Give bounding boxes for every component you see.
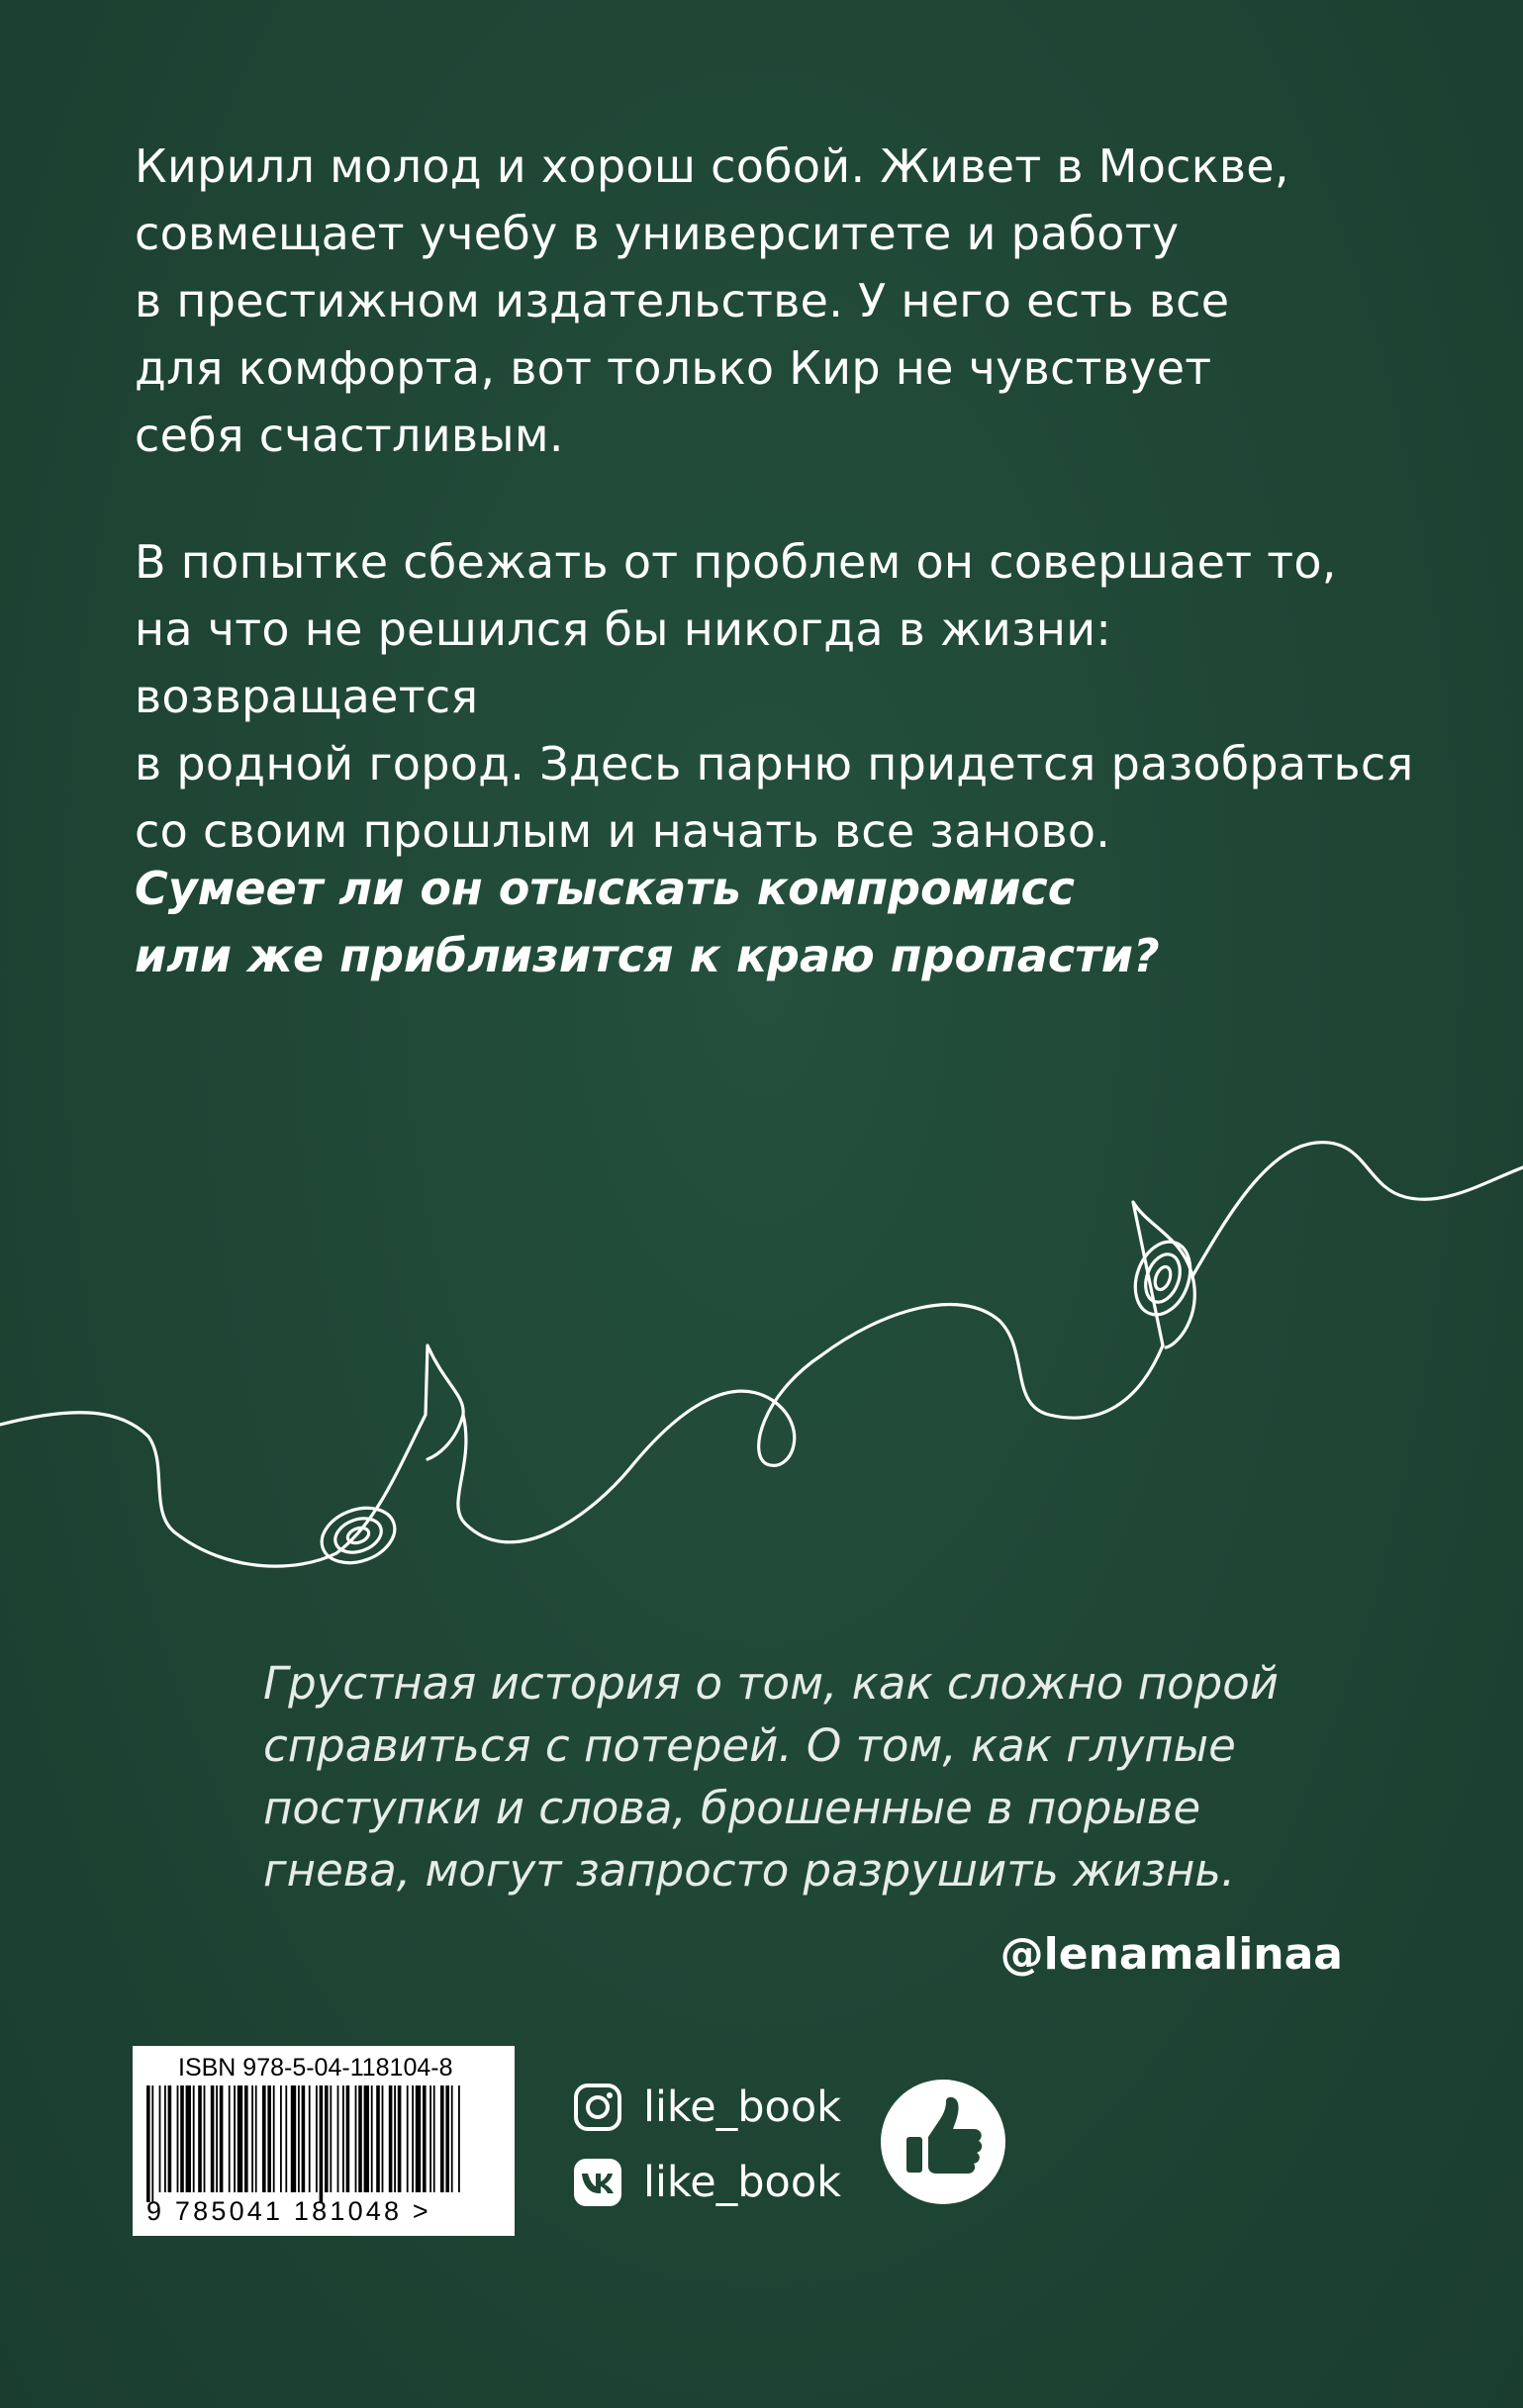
barcode-bar — [398, 2085, 402, 2192]
thumbs-up-icon — [879, 2078, 1007, 2206]
barcode-bar — [146, 2085, 150, 2202]
barcode-bar — [423, 2085, 427, 2192]
barcode-bar — [267, 2085, 271, 2192]
barcode-bar — [364, 2085, 369, 2192]
barcode-bar — [445, 2085, 449, 2192]
barcode-bar — [298, 2085, 300, 2192]
barcode-bar — [251, 2085, 253, 2192]
barcode-bar — [316, 2085, 318, 2192]
barcode-bar — [320, 2085, 324, 2202]
barcode-bar — [433, 2085, 435, 2192]
barcode-bar — [280, 2085, 282, 2192]
isbn-label: ISBN 978-5-04-118104-8 — [178, 2054, 453, 2082]
instagram-label: like_book — [643, 2083, 842, 2132]
barcode-bar — [325, 2085, 329, 2192]
barcode-bar — [376, 2085, 380, 2192]
blurb-paragraph-1: Кирилл молод и хорош собой. Живет в Москве, совмещает учебу в университете и работу в престижном издательстве. У него есть все для комфорта, вот только Кир не чувствует себя счастливым. — [135, 139, 1289, 462]
isbn-digits: 9 785041 181048 > — [146, 2196, 431, 2226]
barcode-bar — [416, 2085, 421, 2192]
barcode-bar — [291, 2085, 296, 2192]
barcode-bar — [346, 2085, 350, 2192]
vk-icon — [572, 2157, 623, 2208]
barcode-bar — [429, 2085, 431, 2192]
barcode-bar — [309, 2085, 311, 2192]
barcode-bar — [164, 2085, 166, 2192]
barcode-bar — [358, 2085, 362, 2192]
vk-label: like_book — [643, 2158, 842, 2207]
barcode-bar — [330, 2085, 332, 2192]
blurb-paragraph-2: В попытке сбежать от проблем он совершает то, на что не решился бы никогда в жизни: возвращается в родной город. Здесь парню придется разобраться со своим прошлым и начать все заново. — [135, 535, 1414, 858]
barcode-bar — [458, 2085, 460, 2192]
barcode-bar — [204, 2085, 206, 2192]
barcode-bar — [355, 2085, 357, 2192]
barcode-bar — [234, 2085, 236, 2192]
barcode-bar — [451, 2085, 453, 2192]
barcode-bar — [285, 2085, 287, 2192]
barcode-bar — [262, 2085, 266, 2192]
barcode-bar — [216, 2085, 218, 2192]
barcode-bars — [146, 2085, 503, 2202]
barcode-bar — [177, 2085, 179, 2192]
barcode-bar — [440, 2085, 444, 2192]
social-vk[interactable] — [572, 2155, 841, 2210]
barcode-bar — [180, 2085, 184, 2192]
review-quote: Грустная история о том, как сложно порой справиться с потерей. О том, как глупые поступки и слова, брошенные в порыве гнева, могут запросто разрушить жизнь. — [263, 1657, 1280, 1897]
barcode-bar — [371, 2085, 373, 2192]
barcode-bar — [255, 2085, 257, 2192]
barcode-bar — [273, 2085, 275, 2192]
social-instagram[interactable] — [572, 2080, 841, 2135]
barcode-bar — [394, 2085, 396, 2192]
barcode-bar — [168, 2085, 172, 2192]
review-author: @lenamalinaa — [999, 1929, 1343, 1980]
isbn-barcode — [133, 2046, 515, 2236]
barcode-bar — [342, 2085, 344, 2192]
barcode-bar — [159, 2085, 161, 2192]
barcode-bar — [382, 2085, 384, 2192]
instagram-icon — [572, 2082, 623, 2133]
music-line-illustration — [0, 1059, 1523, 1613]
barcode-bar — [407, 2085, 409, 2192]
barcode-bar — [220, 2085, 224, 2192]
barcode-bar — [337, 2085, 339, 2192]
barcode-bar — [244, 2085, 248, 2192]
barcode-bar — [229, 2085, 231, 2192]
barcode-bar — [151, 2085, 153, 2202]
barcode-bar — [238, 2085, 242, 2192]
barcode-bar — [302, 2085, 306, 2192]
blurb-question: Сумеет ли он отыскать компромисс или же приблизится к краю пропасти? — [135, 862, 1160, 982]
barcode-bar — [198, 2085, 202, 2192]
barcode-bar — [186, 2085, 191, 2192]
barcode-bar — [193, 2085, 195, 2192]
barcode-bar — [412, 2085, 414, 2192]
barcode-bar — [211, 2085, 215, 2192]
barcode-bar — [389, 2085, 393, 2192]
